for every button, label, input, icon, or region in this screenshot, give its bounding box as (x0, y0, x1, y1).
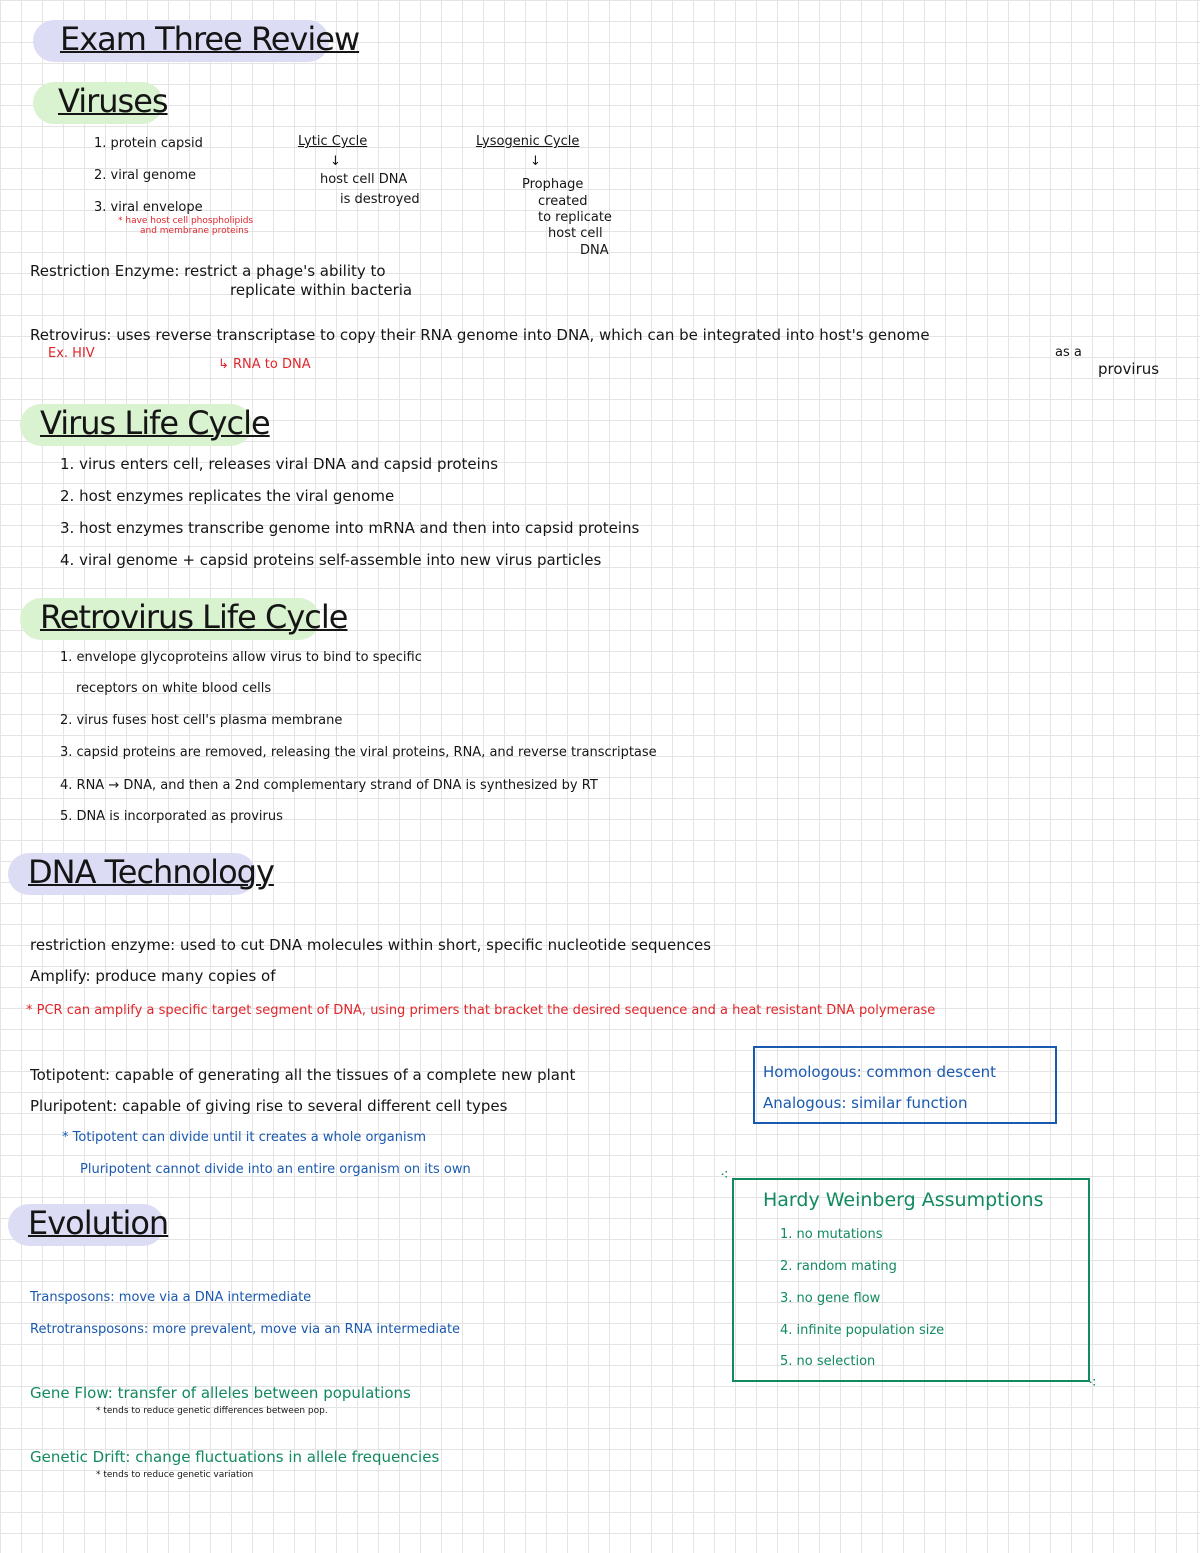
lysogenic-line-1: Prophage (522, 177, 584, 192)
lysogenic-line-4: host cell (548, 226, 603, 241)
dna-technology-heading: DNA Technology (28, 853, 274, 891)
virus-life-cycle-heading: Virus Life Cycle (40, 404, 270, 442)
lytic-line-2: is destroyed (340, 192, 420, 207)
retrovirus-definition: Retrovirus: uses reverse transcriptase to copy their RNA genome into DNA, which can be integrated into host's genome (30, 326, 930, 344)
retrovirus-note: ↳ RNA to DNA (218, 357, 311, 372)
hw-corner-mark-top: ⁖ (720, 1166, 729, 1184)
lytic-arrow: ↓ (330, 154, 341, 169)
hw-item-1: 1. no mutations (780, 1227, 883, 1242)
virus-step-1: 1. virus enters cell, releases viral DNA and capsid proteins (60, 455, 499, 473)
retrovirus-example: Ex. HIV (48, 346, 95, 361)
transposons: Transposons: move via a DNA intermediate (30, 1290, 312, 1305)
gene-flow-note: * tends to reduce genetic differences between pop. (96, 1406, 328, 1416)
evolution-heading: Evolution (28, 1204, 169, 1242)
retrotransposons: Retrotransposons: more prevalent, move via an RNA intermediate (30, 1322, 461, 1337)
dna-restriction-enzyme: restriction enzyme: used to cut DNA molecules within short, specific nucleotide sequences (30, 936, 712, 954)
retrovirus-tail-1: as a (1055, 345, 1082, 360)
retrovirus-tail-2: provirus (1098, 360, 1160, 378)
analogous: Analogous: similar function (763, 1094, 968, 1112)
totipotent: Totipotent: capable of generating all the tissues of a complete new plant (30, 1066, 576, 1084)
hw-item-5: 5. no selection (780, 1354, 876, 1369)
virus-step-3: 3. host enzymes transcribe genome into mRNA and then into capsid proteins (60, 519, 640, 537)
retro-step-4: 4. RNA → DNA, and then a 2nd complementary strand of DNA is synthesized by RT (60, 778, 598, 793)
viruses-heading: Viruses (58, 82, 168, 120)
virus-step-2: 2. host enzymes replicates the viral genome (60, 487, 395, 505)
pcr-note: * PCR can amplify a specific target segment of DNA, using primers that bracket the desired sequence and a heat resistant DNA polymerase (26, 1003, 936, 1018)
gene-flow: Gene Flow: transfer of alleles between populations (30, 1384, 411, 1402)
restriction-enzyme-line-2: replicate within bacteria (230, 281, 413, 299)
virus-part-3: 3. viral envelope (94, 200, 203, 215)
hw-item-3: 3. no gene flow (780, 1291, 881, 1306)
lysogenic-arrow: ↓ (530, 154, 541, 169)
potency-note-1: * Totipotent can divide until it creates a whole organism (62, 1130, 427, 1145)
homology-box (753, 1046, 1057, 1124)
dna-amplify: Amplify: produce many copies of (30, 967, 276, 985)
hw-title: Hardy Weinberg Assumptions (763, 1189, 1044, 1211)
envelope-note-2: and membrane proteins (140, 226, 249, 236)
lytic-title: Lytic Cycle (298, 134, 368, 149)
hw-item-2: 2. random mating (780, 1259, 897, 1274)
lysogenic-line-2: created (538, 194, 588, 209)
genetic-drift: Genetic Drift: change fluctuations in allele frequencies (30, 1448, 440, 1466)
lysogenic-title: Lysogenic Cycle (476, 134, 580, 149)
hw-item-4: 4. infinite population size (780, 1323, 945, 1338)
virus-part-1: 1. protein capsid (94, 136, 203, 151)
hw-corner-mark-bottom: ⁖ (1088, 1374, 1097, 1392)
envelope-note-1: * have host cell phospholipids (118, 216, 254, 226)
retro-step-1b: receptors on white blood cells (76, 681, 272, 696)
pluripotent: Pluripotent: capable of giving rise to several different cell types (30, 1097, 508, 1115)
virus-step-4: 4. viral genome + capsid proteins self-assemble into new virus particles (60, 551, 602, 569)
page-title: Exam Three Review (60, 20, 360, 58)
retro-step-1a: 1. envelope glycoproteins allow virus to bind to specific (60, 650, 422, 665)
lytic-line-1: host cell DNA (320, 172, 408, 187)
lysogenic-line-5: DNA (580, 243, 609, 258)
virus-part-2: 2. viral genome (94, 168, 197, 183)
genetic-drift-note: * tends to reduce genetic variation (96, 1470, 254, 1480)
retro-step-3: 3. capsid proteins are removed, releasing the viral proteins, RNA, and reverse transcriptase (60, 745, 657, 760)
retrovirus-life-cycle-heading: Retrovirus Life Cycle (40, 598, 348, 636)
restriction-enzyme-line-1: Restriction Enzyme: restrict a phage's ability to (30, 262, 386, 280)
homologous: Homologous: common descent (763, 1063, 996, 1081)
retro-step-2: 2. virus fuses host cell's plasma membrane (60, 713, 343, 728)
potency-note-2: Pluripotent cannot divide into an entire organism on its own (80, 1162, 471, 1177)
lysogenic-line-3: to replicate (538, 210, 612, 225)
retro-step-5: 5. DNA is incorporated as provirus (60, 809, 283, 824)
